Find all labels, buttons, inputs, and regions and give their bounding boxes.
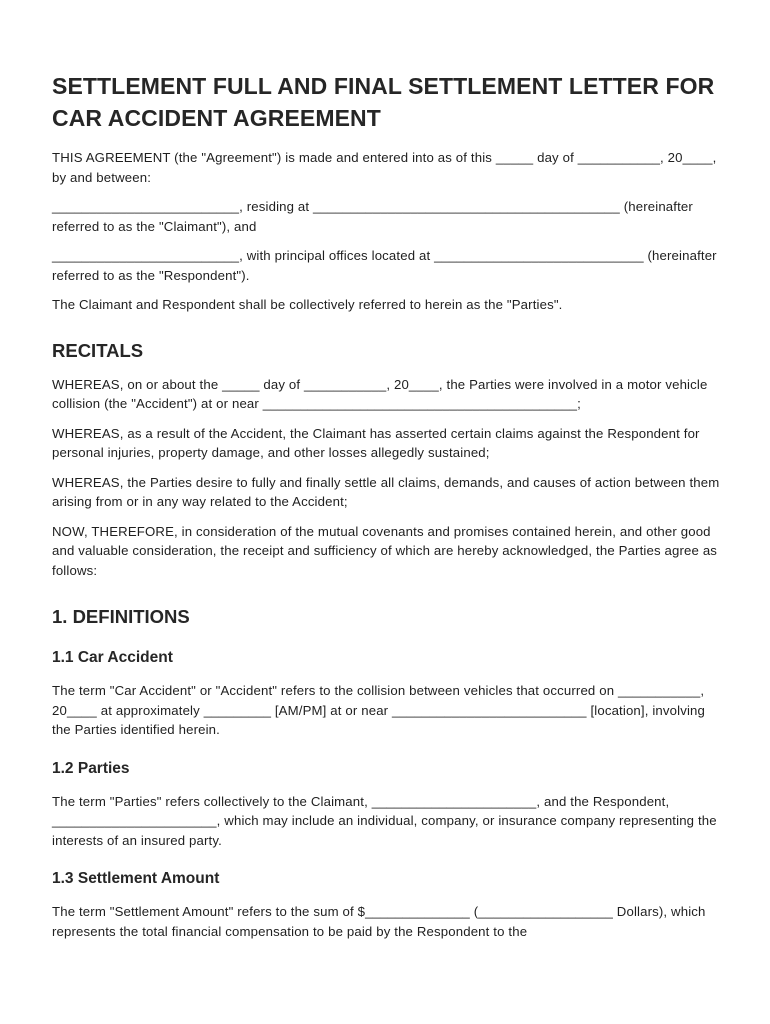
intro-paragraph-2: _________________________, residing at _________________________________________ (hereinafter referred to as the "Claimant"), and — [52, 199, 693, 234]
section-1-2-heading: 1.2 Parties — [52, 759, 130, 777]
section-1-1-text: The term "Car Accident" or "Accident" refers to the collision between vehicles that occurred on ___________, 20____ at approximately _________ [AM/PM] at or near __________________________ [location], involving the Parties identified herein. — [52, 683, 706, 737]
section-1-1-heading: 1.1 Car Accident — [52, 649, 173, 666]
intro-paragraph-1: THIS AGREEMENT (the "Agreement") is made and entered into as of this _____ day of ___________, 20____, by and between: — [52, 150, 717, 185]
intro-paragraph-3: _________________________, with principal offices located at ____________________________ (hereinafter referred to as the "Respondent"). — [52, 248, 717, 283]
definitions-heading: 1. DEFINITIONS — [52, 606, 190, 627]
recital-paragraph-1: WHEREAS, on or about the _____ day of ___________, 20____, the Parties were involved in a motor vehicle collision (the "Accident") at or near __________________________________________; — [52, 376, 708, 411]
section-1-3-text: The term "Settlement Amount" refers to the sum of $______________ (__________________ Dollars), which represents the total financial compensation to be paid by the Respondent to the — [52, 904, 706, 939]
recital-paragraph-2: WHEREAS, as a result of the Accident, the Claimant has asserted certain claims against the Respondent for personal injuries, property damage, and other losses allegedly sustained; — [52, 425, 700, 460]
section-1-2-text: The term "Parties" refers collectively to the Claimant, ______________________, and the Respondent, ______________________, which may include an individual, company, or insurance company representing the interests of an insured party. — [52, 793, 717, 848]
recitals-heading: RECITALS — [52, 339, 144, 361]
document-title: SETTLEMENT FULL AND FINAL SETTLEMENT LETTER FOR CAR ACCIDENT AGREEMENT — [52, 73, 715, 131]
document-page — [52, 70, 724, 951]
section-1-3-heading: 1.3 Settlement Amount — [52, 870, 220, 887]
intro-paragraph-4: The Claimant and Respondent shall be collectively referred to herein as the "Parties". — [52, 297, 563, 312]
recital-paragraph-4: NOW, THEREFORE, in consideration of the mutual covenants and promises contained herein, and other good and valuable consideration, the receipt and sufficiency of which are hereby acknowledged, the Parties agree as follows: — [52, 523, 718, 578]
recital-paragraph-3: WHEREAS, the Parties desire to fully and finally settle all claims, demands, and causes of action between them arising from or in any way related to the Accident; — [52, 474, 720, 509]
